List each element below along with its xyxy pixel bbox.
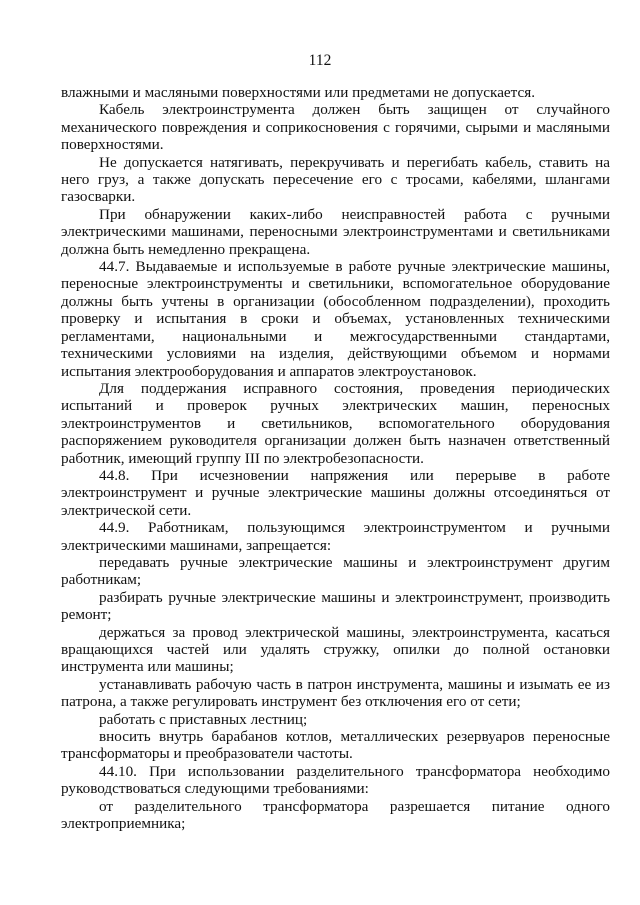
paragraph: Кабель электроинструмента должен быть защищен от случайного механического повреждения и соприкосновения с горячими, сырыми и масляными поверхностями. bbox=[61, 101, 610, 154]
paragraph: 44.9. Работникам, пользующимся электроинструментом и ручными электрическими машинами, запрещается: bbox=[61, 519, 610, 554]
page-number: 112 bbox=[308, 52, 332, 69]
paragraph: 44.8. При исчезновении напряжения или перерыве в работе электроинструмент и ручные электрические машины должны отсоединяться от электрической сети. bbox=[61, 466, 610, 519]
paragraph: 44.7. Выдаваемые и используемые в работе ручные электрические машины, переносные электроинструменты и светильники, вспомогательное оборудование должны быть учтены в организации (обособленном подразделении), проходить проверку и испытания в сроки и объемах, установленных техническими регламентами, национальными и межгосударственными стандартами, техническими условиями на изделия, действующими объемом и нормами испытания электрооборудования и аппаратов электроустановок. bbox=[61, 258, 610, 380]
paragraph: Не допускается натягивать, перекручивать и перегибать кабель, ставить на него груз, а также допускать пересечение его с тросами, кабелями, шлангами газосварки. bbox=[61, 153, 610, 206]
list-item: передавать ручные электрические машины и электроинструмент другим работникам; bbox=[61, 553, 610, 589]
list-item: работать с приставных лестниц; bbox=[99, 710, 308, 728]
list-item: от разделительного трансформатора разрешается питание одного электроприемника; bbox=[61, 797, 610, 833]
paragraph: влажными и масляными поверхностями или предметами не допускается. bbox=[61, 84, 536, 101]
document-body bbox=[61, 84, 610, 832]
paragraph: При обнаружении каких-либо неисправностей работа с ручными электрическими машинами, переносными электроинструментами и светильниками должна быть немедленно прекращена. bbox=[61, 205, 610, 258]
list-item: устанавливать рабочую часть в патрон инструмента, машины и изымать ее из патрона, а также регулировать инструмент без отключения его от сети; bbox=[61, 675, 610, 711]
list-item: вносить внутрь барабанов котлов, металлических резервуаров переносные трансформаторы и преобразователи частоты. bbox=[61, 728, 610, 763]
paragraph: 44.10. При использовании разделительного трансформатора необходимо руководствоваться следующими требованиями: bbox=[61, 762, 610, 798]
list-item: разбирать ручные электрические машины и электроинструмент, производить ремонт; bbox=[61, 588, 610, 624]
paragraph: Для поддержания исправного состояния, проведения периодических испытаний и проверок ручных электрических машин, переносных электроинструментов и светильников, вспомогательного оборудования распоряжением руководителя организации должен быть назначен ответственный работник, имеющий группу III по электробезопасности. bbox=[61, 379, 610, 467]
list-item: держаться за провод электрической машины, электроинструмента, касаться вращающихся частей или удалять стружку, опилки до полной остановки инструмента или машины; bbox=[61, 623, 610, 676]
